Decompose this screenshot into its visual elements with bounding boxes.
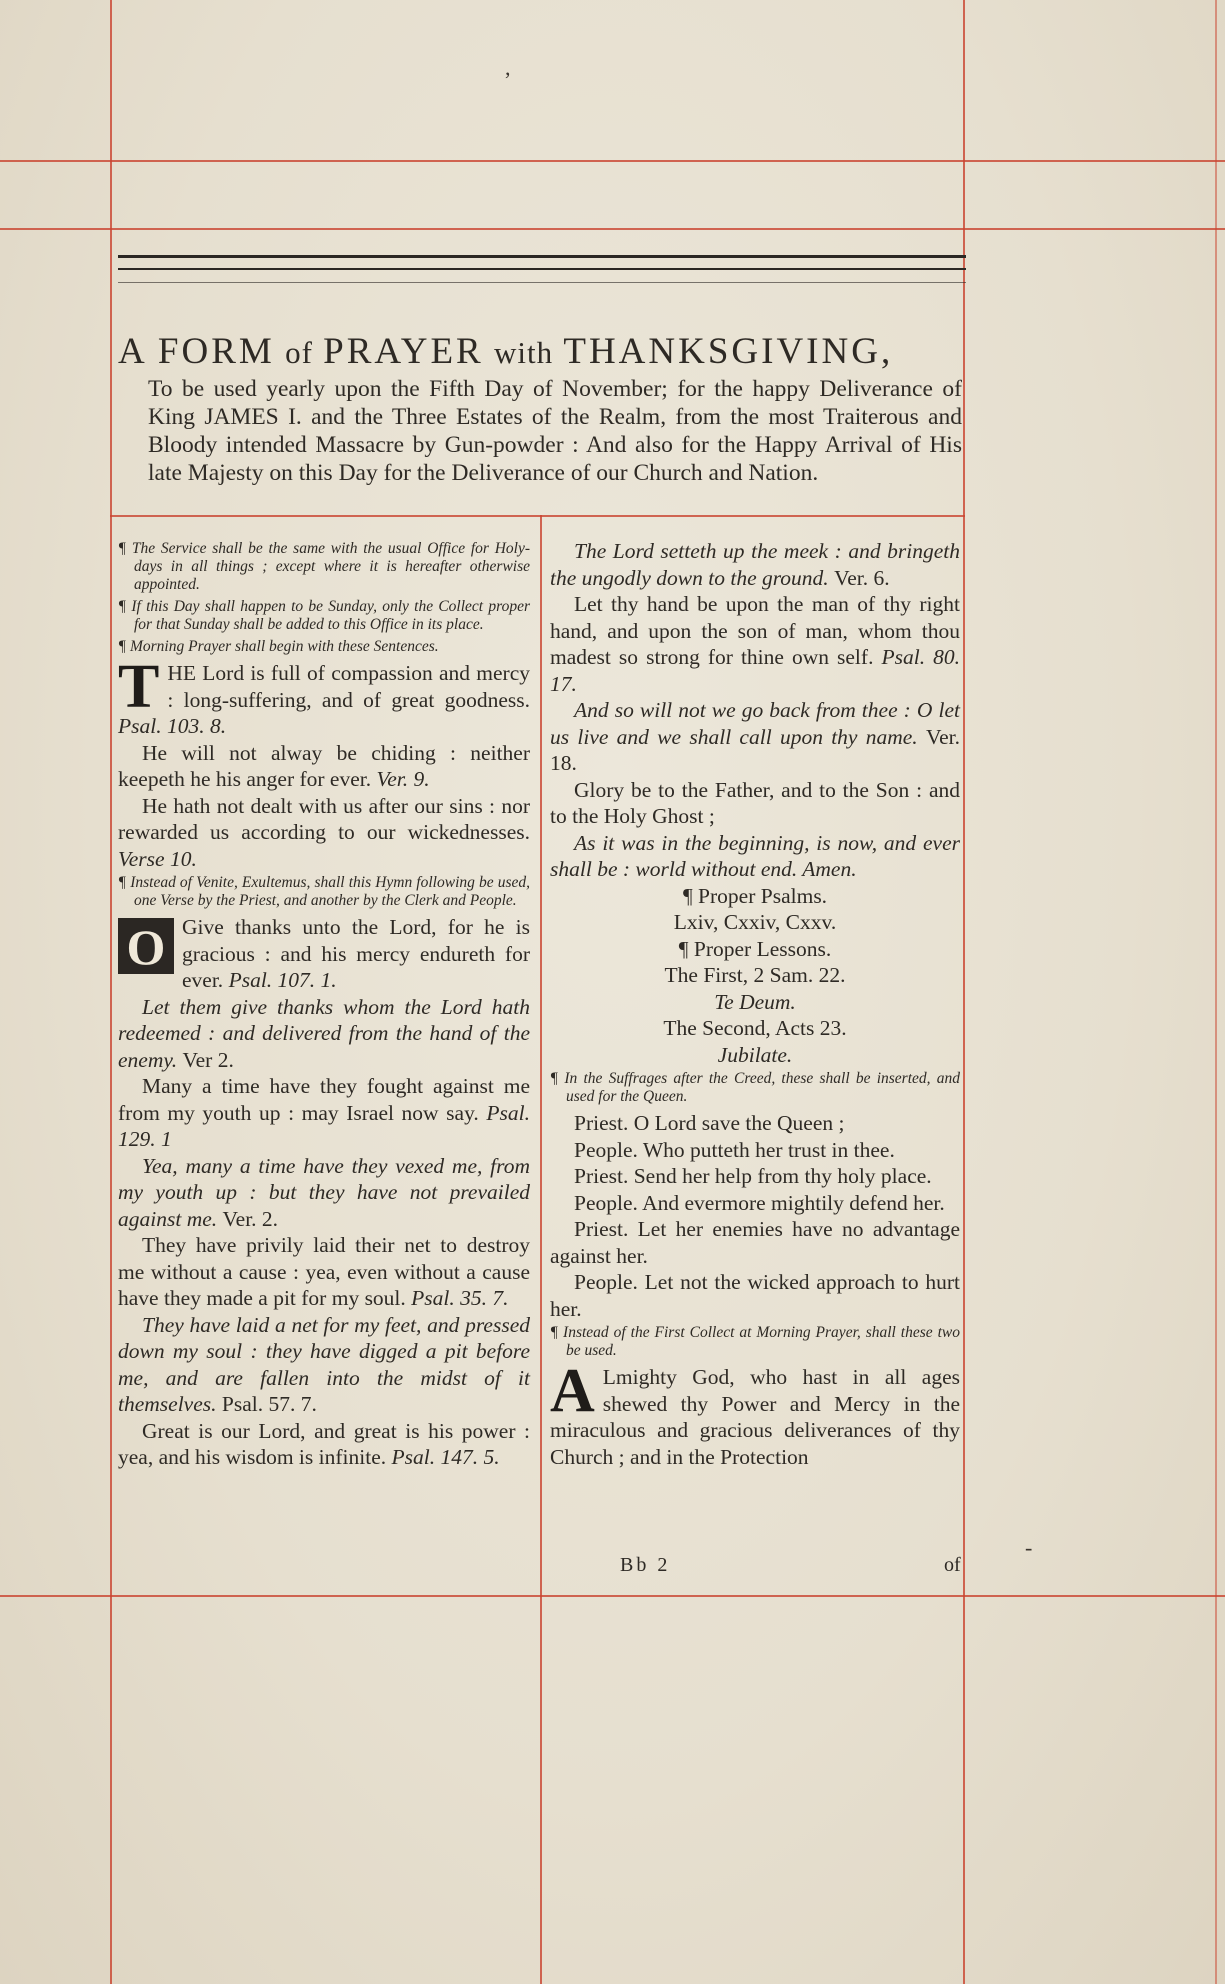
right-column: [550, 538, 960, 1470]
verse: [118, 1073, 530, 1153]
head-rule-thick: [118, 255, 966, 258]
verse: [118, 740, 530, 793]
verse-reference: Ver. 9.: [376, 767, 430, 791]
verse: [550, 830, 960, 883]
verse-text: Glory be to the Father, and to the Son : and to the Holy Ghost ;: [550, 777, 960, 828]
verse-text: They have privily laid their net to destroy me without a cause : yea, even without a cause have they made a pit for my soul.: [118, 1233, 530, 1310]
verse-reference: Ver. 6.: [834, 565, 890, 590]
verse-text: He will not alway be chiding : neither keepeth he his anger for ever.: [118, 740, 530, 791]
head-rule-thin: [118, 268, 966, 270]
verse-text: As it was in the beginning, is now, and ever shall be : world without end. Amen.: [550, 830, 960, 881]
verse-text: Priest. Let her enemies have no advantage against her.: [550, 1217, 960, 1268]
verse-text: The Lord setteth up the meek : and bringeth the ungodly down to the ground.: [550, 539, 960, 590]
verse-reference: Verse 10.: [118, 846, 197, 871]
verse-reference: Psal. 107. 1.: [228, 968, 337, 992]
verse: [550, 1269, 960, 1322]
verse-text: Great is our Lord, and great is his power : yea, and his wisdom is infinite.: [118, 1418, 530, 1469]
verse: [118, 793, 530, 873]
column-divider-rule: [540, 515, 542, 1984]
margin-rule-left: [110, 0, 112, 1984]
drop-cap: O: [118, 918, 174, 974]
verse-text: Lmighty God, who hast in all ages shewed thy Power and Mercy in the miraculous and gracious deliverances of thy Church ; and in the Protection: [550, 1365, 960, 1469]
initial-paragraph: [118, 914, 530, 994]
verse-reference: Psal. 57. 7.: [221, 1392, 317, 1416]
verse: [118, 1418, 530, 1471]
verse-text: They have laid a net for my feet, and pressed down my soul : they have digged a pit before me, and are fallen into the midst of it themselves.: [118, 1312, 530, 1416]
verse: [118, 994, 530, 1074]
drop-cap: T: [118, 653, 160, 721]
centered-line: Jubilate.: [717, 1042, 793, 1067]
left-column: [118, 538, 530, 1471]
verse: [550, 1137, 960, 1164]
verse-text: Priest. Send her help from thy holy place.: [574, 1164, 932, 1188]
title-word: A FORM: [118, 331, 275, 372]
verse-text: People. Who putteth her trust in thee.: [574, 1137, 895, 1162]
verse-reference: Ver 2.: [182, 1047, 234, 1072]
centered-line: ¶ Proper Psalms.: [682, 883, 828, 908]
verse-reference: Ver. 2.: [222, 1206, 279, 1231]
rubric: ¶ Instead of Venite, Exultemus, shall this Hymn following be used, one Verse by the Priest, and another by the Clerk and People.: [118, 874, 530, 909]
verse: [550, 1110, 960, 1137]
verse-text: Yea, many a time have they vexed me, from my youth up : but they have not prevailed against me.: [118, 1153, 530, 1231]
centered-line: Lxiv, Cxxiv, Cxxv.: [673, 910, 837, 934]
rubric: ¶ Morning Prayer shall begin with these Sentences.: [118, 638, 439, 655]
title-word: of: [285, 335, 313, 370]
verse-text: Let them give thanks whom the Lord hath redeemed : and delivered from the hand of the enemy.: [118, 994, 530, 1072]
verse: [550, 1163, 960, 1190]
verse: [118, 1232, 530, 1312]
title-word: with: [493, 335, 554, 370]
catchword: of: [944, 1554, 961, 1576]
centered-line: Te Deum.: [714, 989, 796, 1014]
verse: [550, 538, 960, 591]
page-title: [118, 330, 968, 375]
verse-text: HE Lord is full of compassion and mercy : long-suffering, and of great goodness.: [167, 661, 530, 712]
signature-mark: Bb 2: [620, 1554, 671, 1576]
verse-text: He hath not dealt with us after our sins : nor rewarded us according to our wickednesses.: [118, 793, 530, 844]
drop-cap: A: [550, 1357, 595, 1425]
verse: [550, 697, 960, 777]
verse-reference: Psal. 35. 7.: [411, 1286, 509, 1310]
verse-reference: Psal. 80. 17.: [550, 645, 960, 696]
verse-text: People. And evermore mightily defend her.: [574, 1190, 945, 1215]
rubric: ¶ In the Suffrages after the Creed, these shall be inserted, and used for the Queen.: [550, 1070, 960, 1105]
rubric: ¶ Instead of the First Collect at Morning Prayer, shall these two be used.: [550, 1324, 960, 1359]
verse: [550, 1216, 960, 1269]
title-word: PRAYER: [323, 331, 484, 372]
verse: [550, 777, 960, 830]
verse-reference: Psal. 129. 1: [118, 1100, 531, 1151]
centered-line: The Second, Acts 23.: [663, 1016, 847, 1040]
title-block: [118, 330, 968, 487]
margin-rule-outer: [1215, 0, 1217, 1984]
verse-text: Priest. O Lord save the Queen ;: [574, 1111, 845, 1135]
verse-text: Give thanks unto the Lord, for he is gracious : and his mercy endureth for ever.: [182, 915, 530, 992]
rubric: ¶ The Service shall be the same with the usual Office for Holy-days in all things ; except where it is hereafter otherwise appointed.: [118, 540, 530, 593]
bottom-rule: [0, 1595, 1225, 1597]
centered-line: The First, 2 Sam. 22.: [664, 963, 846, 987]
stray-mark: -: [1025, 1535, 1033, 1560]
head-rule-thin-2: [118, 282, 966, 283]
verse: [550, 591, 960, 697]
margin-rule-right: [963, 0, 965, 1984]
verse-text: Many a time have they fought against me from my youth up : may Israel now say.: [118, 1074, 530, 1125]
centered-line: ¶ Proper Lessons.: [678, 936, 832, 961]
verse-text: People. Let not the wicked approach to hurt her.: [550, 1270, 960, 1321]
verse-text: Let thy hand be upon the man of thy right hand, and upon the son of man, whom thou madest so strong for thine own self.: [550, 592, 960, 669]
verse-reference: Psal. 103. 8.: [118, 714, 227, 738]
initial-paragraph: [118, 653, 530, 740]
stray-mark: ,: [505, 55, 511, 80]
title-word: THANKSGIVING,: [563, 331, 894, 372]
verse-reference: Psal. 147. 5.: [391, 1445, 500, 1469]
title-bottom-rule: [110, 515, 965, 517]
rubric: ¶ If this Day shall happen to be Sunday, only the Collect proper for that Sunday shall be added to this Office in its place.: [118, 598, 530, 633]
title-subtitle: To be used yearly upon the Fifth Day of November; for the happy Deliverance of King JAMES I. and the Three Estates of the Realm, from the most Traiterous and Bloody intended Massacre by Gun-powder : And also for the Happy Arrival of His late Majesty on this Day for the Deliverance of our Church and Nation.: [148, 376, 962, 486]
verse-reference: Ver. 18.: [550, 724, 961, 775]
verse-text: And so will not we go back from thee : O let us live and we shall call upon thy name.: [550, 698, 960, 749]
verse: [550, 1190, 960, 1217]
verse: [118, 1312, 530, 1418]
show-through-heading: [260, 160, 960, 230]
initial-paragraph: [550, 1357, 960, 1470]
verse: [118, 1153, 530, 1233]
